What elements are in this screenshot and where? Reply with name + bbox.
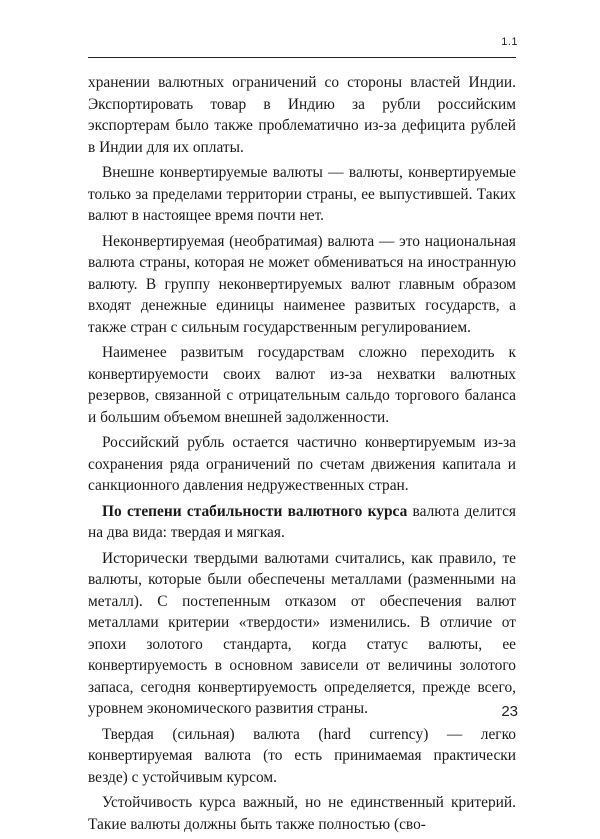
paragraph-russian-ruble: Российский рубль остается частично конвертируемым из-за сохранения ряда ограничений по счетам движения капитала и санкционного давления недружественных стран. [88, 434, 516, 494]
page-number: 23 [501, 703, 518, 720]
paragraph-nonconvertible: Неконвертируемая (необратимая) валюта — это национальная валюта страны, которая не может обмениваться на иностранную валюту. В группу неконвертируемых валют главным образом входят денежные единицы наименее развитых государств, а также стран с сильным государственным регулированием. [88, 232, 516, 336]
running-head-section: 1.1 [501, 36, 518, 48]
paragraph-rate-stability: Устойчивость курса важный, но не единственный критерий. Такие валюты должны быть также полностью (сво- [88, 794, 516, 833]
header-rule [88, 57, 516, 58]
bold-lead-phrase: По степени стабильности валютного курса [102, 502, 408, 520]
paragraph-stability-text: валюта делится на два вида: твердая и мягкая. [88, 502, 516, 541]
paragraph-stability-classification [88, 501, 516, 544]
paragraph-externally-convertible: Внешне конвертируемые валюты — валюты, конвертируемые только за пределами территории страны, ее выпустившей. Таких валют в настоящее время почти нет. [88, 164, 516, 224]
paragraph-hard-currency: Твердая (сильная) валюта (hard currency) — легко конвертируемая валюта (то есть принимаемая практически везде) с устойчивым курсом. [88, 725, 516, 786]
paragraph-least-developed: Наименее развитым государствам сложно переходить к конвертируемости своих валют из-за нехватки валютных резервов, связанной с отрицательным сальдо торгового баланса и большим объемом внешней задолженности. [88, 344, 516, 426]
body-text [88, 72, 516, 839]
paragraph-continuation: хранении валютных ограничений со стороны властей Индии. Экспортировать товар в Индию за рубли российским экспортерам было также проблематично из-за дефицита рублей в Индии для их оплаты. [88, 74, 516, 156]
paragraph-historically-hard: Исторически твердыми валютами считались, как правило, те валюты, которые были обеспечены металлами (разменными на металл). С постепенным отказом от обеспечения валют металлами критерии «твердости» изменились. В отличие от эпохи золотого стандарта, когда статус валюты, ее конвертируемость в основном зависели от величины золотого запаса, сегодня конвертируемость определяется, прежде всего, уровнем экономического развития страны. [88, 549, 516, 717]
